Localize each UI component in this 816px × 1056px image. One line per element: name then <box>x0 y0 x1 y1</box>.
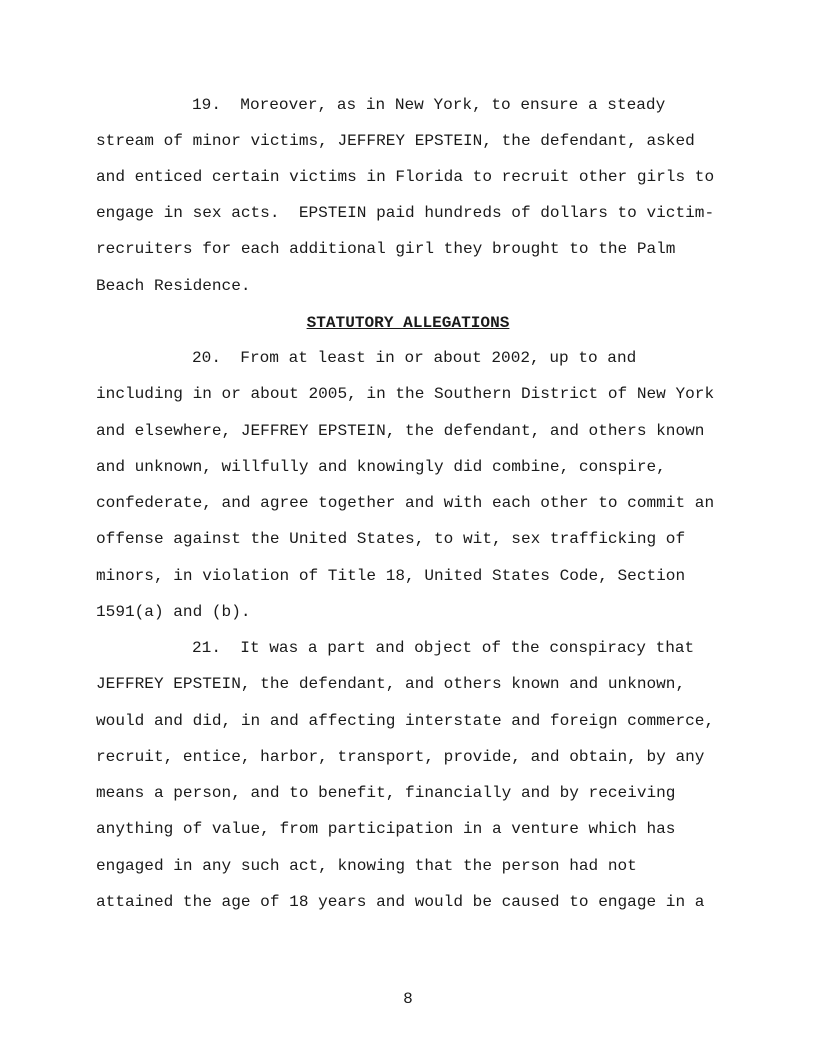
page-number: 8 <box>403 990 413 1008</box>
paragraph-line: anything of value, from participation in a venture which has <box>96 820 676 838</box>
section-heading: STATUTORY ALLEGATIONS <box>306 314 510 332</box>
paragraph-line: stream of minor victims, JEFFREY EPSTEIN, the defendant, asked <box>96 132 695 150</box>
paragraph-line: 1591(a) and (b). <box>96 603 251 621</box>
paragraph-line: JEFFREY EPSTEIN, the defendant, and others known and unknown, <box>96 675 686 693</box>
paragraph-line: and elsewhere, JEFFREY EPSTEIN, the defendant, and others known <box>96 422 705 440</box>
paragraph-line: attained the age of 18 years and would be caused to engage in a <box>96 893 705 911</box>
paragraph-line: engaged in any such act, knowing that the person had not <box>96 857 637 875</box>
paragraph-line: engage in sex acts. EPSTEIN paid hundreds of dollars to victim- <box>96 204 715 222</box>
paragraph-line: 21. It was a part and object of the conspiracy that <box>192 639 695 657</box>
paragraph-line: 19. Moreover, as in New York, to ensure a steady <box>192 96 666 114</box>
paragraph-line: minors, in violation of Title 18, United States Code, Section <box>96 567 686 585</box>
paragraph-line: Beach Residence. <box>96 277 251 295</box>
paragraph-line: recruiters for each additional girl they brought to the Palm <box>96 240 676 258</box>
paragraph-line: including in or about 2005, in the Southern District of New York <box>96 385 715 403</box>
paragraph-line: confederate, and agree together and with each other to commit an <box>96 494 715 512</box>
paragraph-line: and enticed certain victims in Florida to recruit other girls to <box>96 168 715 186</box>
paragraph-line: and unknown, willfully and knowingly did combine, conspire, <box>96 458 666 476</box>
paragraph-line: 20. From at least in or about 2002, up to and <box>192 349 637 367</box>
paragraph-line: offense against the United States, to wit, sex trafficking of <box>96 530 686 548</box>
paragraph-line: would and did, in and affecting interstate and foreign commerce, <box>96 712 715 730</box>
paragraph-line: means a person, and to benefit, financially and by receiving <box>96 784 676 802</box>
paragraph-line: recruit, entice, harbor, transport, provide, and obtain, by any <box>96 748 705 766</box>
